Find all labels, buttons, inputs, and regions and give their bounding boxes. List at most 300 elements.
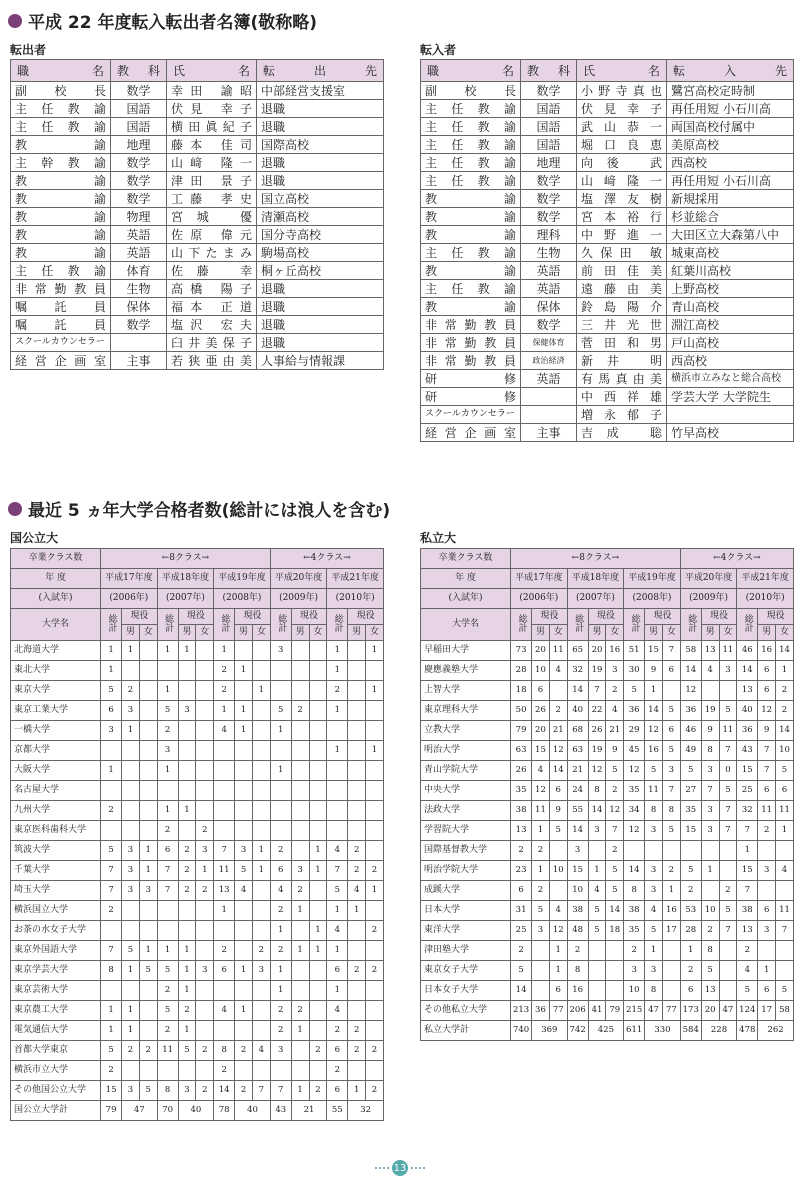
count-cell [122,981,140,1001]
count-cell: 2 [327,1021,348,1041]
count-cell: 3 [701,821,719,841]
count-cell: 3 [270,1041,291,1061]
position-cell: 非常勤教員 [421,334,521,352]
table-row [421,1001,794,1021]
count-cell: 63 [567,741,588,761]
count-cell: 4 [549,901,567,921]
count-cell [270,741,291,761]
name-cell: 若狭亜由美 [167,352,257,370]
count-cell [235,941,253,961]
male-header: 男 [122,625,140,641]
count-cell [235,921,253,941]
count-cell: 9 [645,661,663,681]
count-cell: 21 [549,721,567,741]
count-cell [157,781,178,801]
count-cell: 2 [101,901,122,921]
count-cell: 10 [701,901,719,921]
count-cell [139,661,157,681]
position-cell: 主 任 教 諭 [11,262,111,280]
count-cell: 2 [196,881,214,901]
count-cell: 2 [139,1041,157,1061]
count-cell: 1 [737,841,758,861]
female-header: 女 [252,625,270,641]
male-header: 男 [291,625,309,641]
count-cell: 12 [606,801,624,821]
total-header-text: 総計 [332,614,343,632]
count-cell: 1 [252,681,270,701]
class-count-row [11,549,384,569]
count-cell: 35 [680,801,701,821]
count-cell: 13 [511,821,532,841]
male-header: 男 [532,625,550,641]
name-cell: 山﨑 隆一 [167,154,257,172]
count-cell: 38 [737,901,758,921]
count-cell [196,1021,214,1041]
count-cell [235,761,253,781]
count-cell: 4 [235,881,253,901]
count-cell: 6 [327,961,348,981]
name-cell: 伏見 幸子 [167,100,257,118]
count-cell [348,1061,366,1081]
count-cell: 28 [680,921,701,941]
count-cell: 19 [588,661,606,681]
position-cell: 教 諭 [11,136,111,154]
count-cell: 3 [701,761,719,781]
count-cell [291,1041,309,1061]
sum-value: 742 [567,1021,588,1041]
table-row [11,761,384,781]
count-cell [252,641,270,661]
subject-cell: 数学 [111,172,167,190]
table-row [11,721,384,741]
current-header: 現役 [122,609,158,625]
year-label: 年 度 [421,569,511,589]
destination-cell: 退職 [257,316,384,334]
count-cell: 1 [327,641,348,661]
count-cell [235,821,253,841]
count-cell: 2 [157,1021,178,1041]
count-cell [291,661,309,681]
count-cell [157,901,178,921]
count-cell [309,661,327,681]
current-header: 現役 [758,609,794,625]
university-name: 電気通信大学 [11,1021,101,1041]
count-cell [139,781,157,801]
table-row [11,208,384,226]
count-cell [196,981,214,1001]
name-cell: 菅田和男 [577,334,667,352]
count-cell: 5 [157,701,178,721]
count-cell: 1 [270,981,291,1001]
table-row [421,741,794,761]
count-cell: 3 [645,861,663,881]
count-cell [252,781,270,801]
count-cell: 14 [588,801,606,821]
count-cell: 0 [719,761,737,781]
entry-label: (入試年) [421,589,511,609]
count-cell: 9 [701,721,719,741]
count-cell [214,741,235,761]
count-cell: 6 [532,681,550,701]
count-cell: 65 [567,641,588,661]
count-cell: 63 [511,741,532,761]
count-cell: 1 [588,861,606,881]
count-cell: 1 [101,641,122,661]
count-cell: 68 [567,721,588,741]
count-cell: 213 [511,1001,532,1021]
destination-cell: 上野高校 [667,280,794,298]
sum-value: 47 [122,1101,158,1121]
destination-cell: 竹早高校 [667,424,794,442]
count-cell: 1 [291,941,309,961]
university-name: 東京医科歯科大学 [11,821,101,841]
section-title-transfers [8,8,317,33]
subject-cell: 国語 [111,118,167,136]
count-cell: 11 [157,1041,178,1061]
count-cell [532,941,550,961]
female-header: 女 [309,625,327,641]
count-cell [101,921,122,941]
count-cell: 7 [719,801,737,821]
page-number-badge: 13 [392,1160,408,1176]
count-cell [348,921,366,941]
count-cell: 14 [624,861,645,881]
count-cell [122,921,140,941]
table-row [421,226,794,244]
university-name: 津田塾大学 [421,941,511,961]
table-row [11,262,384,280]
count-cell [214,981,235,1001]
count-cell [196,1001,214,1021]
count-cell [291,681,309,701]
count-cell [178,1061,196,1081]
count-cell [252,661,270,681]
count-cell: 4 [214,1001,235,1021]
count-cell [235,901,253,921]
subject-cell: 数学 [521,190,577,208]
count-cell: 2 [122,681,140,701]
count-cell: 1 [178,961,196,981]
count-cell: 8 [157,1081,178,1101]
count-cell: 36 [680,701,701,721]
count-cell: 4 [327,921,348,941]
name-cell: 津田 景子 [167,172,257,190]
count-cell [196,1061,214,1081]
position-cell: 主 任 教 諭 [421,172,521,190]
count-cell: 25 [511,921,532,941]
name-cell: 遠藤由美 [577,280,667,298]
count-cell [366,901,384,921]
count-cell: 20 [588,641,606,661]
count-cell: 5 [662,821,680,841]
count-cell [624,841,645,861]
count-cell [270,801,291,821]
count-cell [214,1021,235,1041]
count-cell: 35 [624,921,645,941]
university-name: 一橋大学 [11,721,101,741]
count-cell: 5 [178,1041,196,1061]
table-row [11,701,384,721]
count-cell: 1 [366,681,384,701]
table-row [11,861,384,881]
count-cell [270,1061,291,1081]
count-cell: 5 [719,701,737,721]
position-cell: 教 諭 [421,208,521,226]
count-cell: 2 [348,861,366,881]
name-cell: 久保田 敏 [577,244,667,262]
count-cell [719,981,737,1001]
table-row [11,901,384,921]
count-cell: 7 [101,861,122,881]
sum-value: 740 [511,1021,532,1041]
table-row [421,801,794,821]
count-cell [101,821,122,841]
position-cell: 主 任 教 諭 [11,100,111,118]
destination-cell: 青山高校 [667,298,794,316]
count-cell: 3 [196,961,214,981]
destination-cell [667,406,794,424]
count-cell: 11 [549,641,567,661]
count-cell [235,781,253,801]
destination-cell: 大田区立大森第八中 [667,226,794,244]
count-cell: 14 [776,721,794,741]
count-cell: 4 [588,881,606,901]
count-cell: 2 [157,721,178,741]
count-cell [366,941,384,961]
count-cell: 73 [511,641,532,661]
count-cell: 3 [606,661,624,681]
count-cell: 1 [139,861,157,881]
count-cell: 6 [758,901,776,921]
position-cell: 主 任 教 諭 [421,136,521,154]
count-cell [366,1061,384,1081]
count-cell [327,761,348,781]
count-cell [270,681,291,701]
count-cell: 2 [327,1061,348,1081]
year-header: 平成20年度 [680,569,737,589]
subject-cell: 地理 [521,154,577,172]
name-cell: 中西祥雄 [577,388,667,406]
class-8-label: ←8クラス→ [511,549,681,569]
count-cell: 4 [214,721,235,741]
count-cell [776,881,794,901]
count-cell [196,681,214,701]
count-cell: 12 [758,701,776,721]
destination-cell: 横浜市立みなと総合高校 [667,370,794,388]
female-header: 女 [366,625,384,641]
count-cell: 3 [196,841,214,861]
count-cell [719,961,737,981]
table-row [421,370,794,388]
count-cell [327,821,348,841]
destination-cell: 退職 [257,172,384,190]
table-row [421,641,794,661]
count-cell: 4 [737,961,758,981]
count-cell [348,821,366,841]
count-cell [309,761,327,781]
count-cell [139,701,157,721]
count-cell: 1 [776,821,794,841]
count-cell [291,801,309,821]
count-cell [252,1021,270,1041]
count-cell: 3 [122,841,140,861]
university-name: 早稲田大学 [421,641,511,661]
count-cell [719,861,737,881]
count-cell: 1 [776,661,794,681]
table-row [421,352,794,370]
university-name: 東洋大学 [421,921,511,941]
count-cell: 2 [366,1041,384,1061]
table-row [11,136,384,154]
position-cell: 教 諭 [11,190,111,208]
count-cell: 3 [122,861,140,881]
table-row [11,334,384,352]
count-cell [309,741,327,761]
count-cell [366,781,384,801]
entry-year-header: (2009年) [270,589,327,609]
count-cell: 2 [366,1081,384,1101]
total-header [624,609,645,641]
total-header-text: 総計 [219,614,230,632]
count-cell: 2 [366,961,384,981]
sum-value: 228 [701,1021,737,1041]
count-cell: 8 [645,801,663,821]
count-cell: 1 [309,941,327,961]
entry-year-header: (2006年) [511,589,568,609]
count-cell: 16 [606,641,624,661]
count-cell: 5 [101,1041,122,1061]
count-cell [309,961,327,981]
count-cell: 7 [758,761,776,781]
count-cell [139,981,157,1001]
count-cell: 1 [532,821,550,841]
male-header: 男 [758,625,776,641]
position-cell: 主 幹 教 諭 [11,154,111,172]
count-cell [139,921,157,941]
sum-value: 425 [588,1021,624,1041]
table-row [421,190,794,208]
count-cell: 8 [645,981,663,1001]
count-cell: 6 [327,1081,348,1101]
public-label: 国公立大 [10,531,59,545]
subject-cell: 政治経済 [521,352,577,370]
subject-cell: 数学 [521,82,577,100]
sum-value: 43 [270,1101,291,1121]
entry-year-header: (2008年) [624,589,681,609]
count-cell: 2 [776,701,794,721]
year-header: 平成20年度 [270,569,327,589]
table-row [11,1021,384,1041]
count-cell [101,741,122,761]
count-cell: 1 [235,701,253,721]
count-cell: 13 [737,681,758,701]
count-cell [662,961,680,981]
count-cell: 5 [532,901,550,921]
count-cell: 6 [662,661,680,681]
count-cell: 2 [178,881,196,901]
count-cell [309,721,327,741]
destination-cell: 中部経営支援室 [257,82,384,100]
table-row [421,118,794,136]
count-cell [348,741,366,761]
table-row [421,901,794,921]
position-cell: 嘱 託 員 [11,316,111,334]
count-cell [252,801,270,821]
position-cell: 教 諭 [11,172,111,190]
count-cell: 2 [680,961,701,981]
count-cell [196,781,214,801]
university-name: お茶の水女子大学 [11,921,101,941]
name-cell: 高橋 陽子 [167,280,257,298]
page-number [374,1159,426,1177]
count-cell: 2 [214,661,235,681]
count-cell [139,681,157,701]
university-name: 東京大学 [11,681,101,701]
count-cell: 2 [101,801,122,821]
subject-cell: 英語 [521,262,577,280]
female-header: 女 [776,625,794,641]
count-cell: 12 [645,721,663,741]
name-cell: 堀口良恵 [577,136,667,154]
count-cell: 5 [606,761,624,781]
count-cell: 55 [567,801,588,821]
count-cell: 15 [532,741,550,761]
table-row [11,801,384,821]
count-cell: 16 [645,741,663,761]
count-cell [309,981,327,1001]
count-cell: 2 [701,921,719,941]
count-cell [291,961,309,981]
destination-cell: 退職 [257,100,384,118]
column-header: 転 入 先 [667,60,794,82]
count-cell: 2 [157,821,178,841]
section-title-admissions [8,496,390,521]
count-cell: 2 [270,1021,291,1041]
count-cell: 2 [606,781,624,801]
count-cell [235,1061,253,1081]
university-name: 東京農工大学 [11,1001,101,1021]
count-cell: 2 [309,1081,327,1101]
count-cell [309,701,327,721]
count-cell: 7 [758,741,776,761]
count-cell [122,761,140,781]
count-cell: 2 [157,981,178,1001]
count-cell [701,681,719,701]
count-cell [178,721,196,741]
count-cell: 5 [662,741,680,761]
entry-year-header: (2008年) [214,589,271,609]
count-cell [178,821,196,841]
table-row [11,118,384,136]
current-header: 現役 [291,609,327,625]
count-cell: 1 [178,981,196,1001]
subject-cell: 国語 [521,136,577,154]
university-name: 国際基督教大学 [421,841,511,861]
destination-cell: 西高校 [667,154,794,172]
entry-year-header: (2006年) [101,589,158,609]
count-cell: 8 [624,881,645,901]
subheader-row [421,609,794,625]
count-cell: 7 [719,921,737,941]
count-cell: 3 [157,741,178,761]
count-cell: 7 [214,841,235,861]
count-cell [235,801,253,821]
sum-value: 330 [645,1021,681,1041]
count-cell: 48 [567,921,588,941]
destination-cell: 両国高校付属中 [667,118,794,136]
count-cell: 7 [588,681,606,701]
count-cell: 45 [624,741,645,761]
